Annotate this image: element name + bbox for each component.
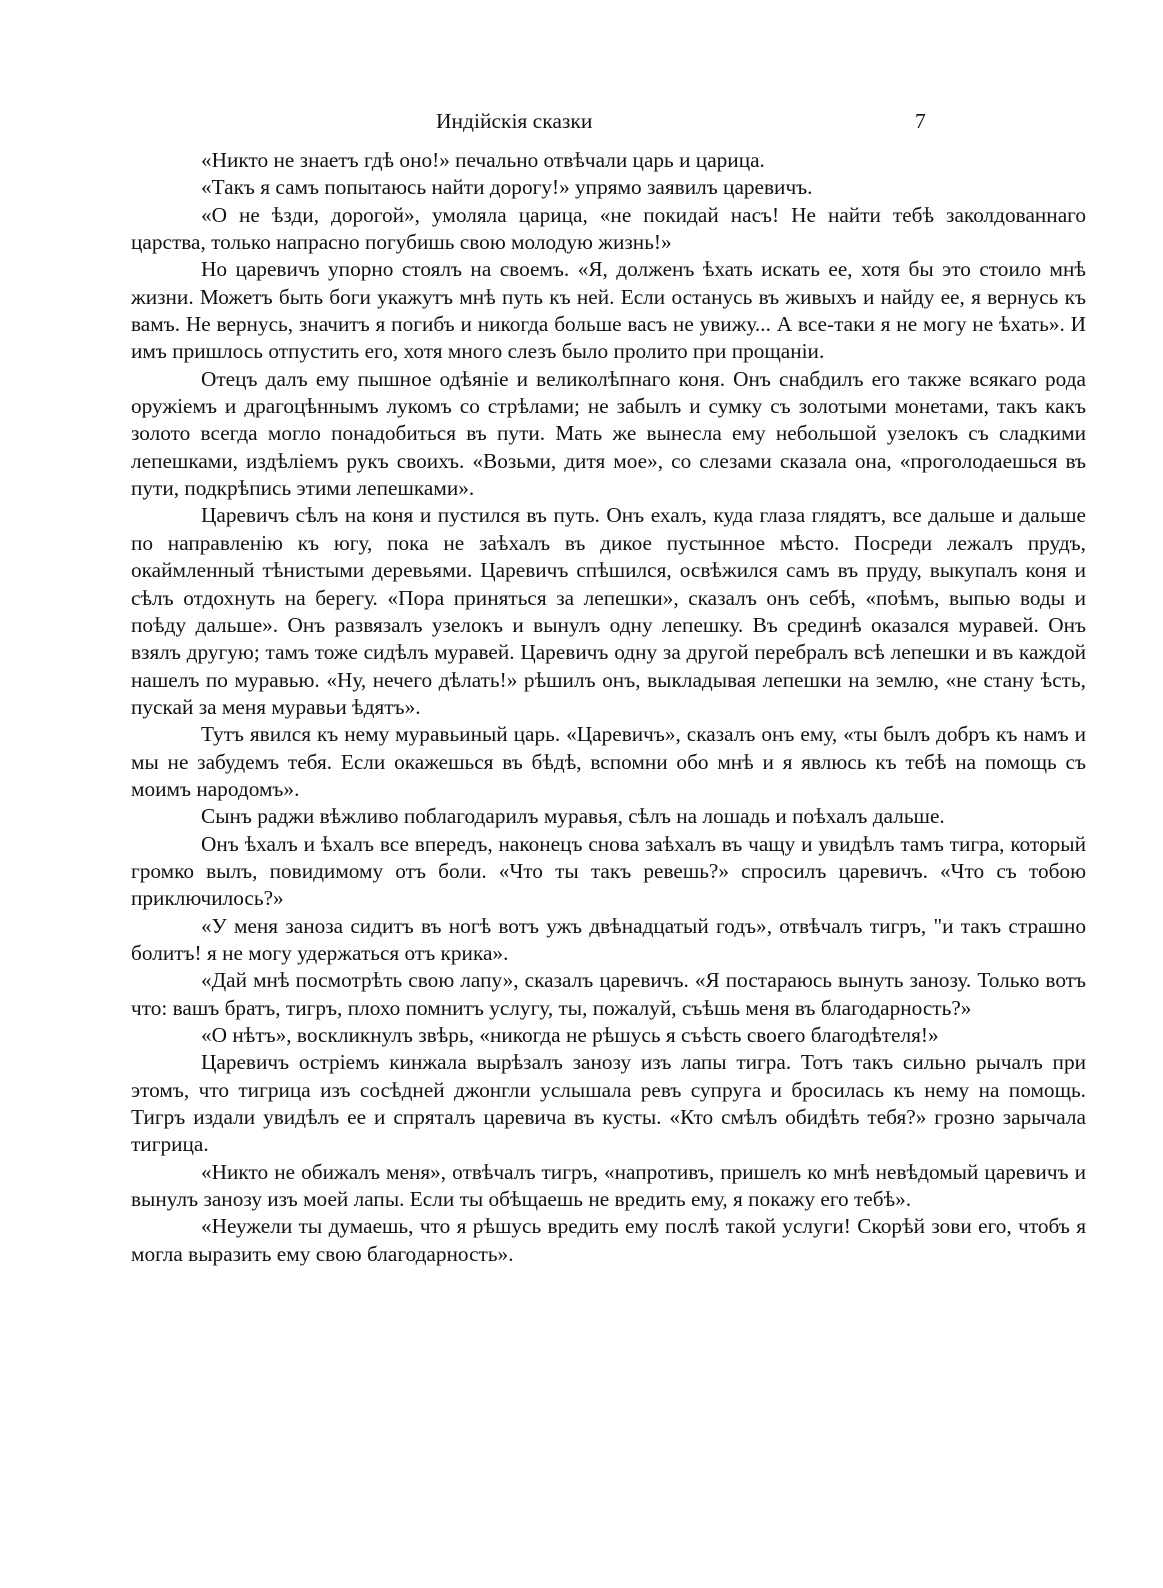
paragraph-5: Отецъ далъ ему пышное одѣяніе и великолѣпнаго коня. Онъ снабдилъ его также всякаго рода оружіемъ и драгоцѣннымъ лукомъ со стрѣлами; не забылъ и сумку съ золотыми монетами, такъ какъ золото всегда могло понадобиться въ пути. Мать же вынесла ему небольшой узелокъ съ сладкими лепешками, издѣліемъ рукъ своихъ. «Возьми, дитя мое», со слезами сказала она, «проголодаешься въ пути, подкрѣпись этими лепешками». <box>131 366 1086 501</box>
paragraph-6: Царевичъ сѣлъ на коня и пустился въ путь. Онъ ехалъ, куда глаза глядятъ, все дальше и дальше по направленію къ югу, пока не заѣхалъ въ дикое пустынное мѣсто. Посреди лежалъ прудъ, окаймленный тѣнистыми деревьями. Царевичъ спѣшился, освѣжился самъ въ пруду, выкупалъ коня и сѣлъ отдохнуть на берегу. «Пора приняться за лепешки», сказалъ онъ себѣ, «поѣмъ, выпью воды и поѣду дальше». Онъ развязалъ узелокъ и вынулъ одну лепешку. Въ срединѣ оказался муравей. Онъ взялъ другую; тамъ тоже сидѣлъ муравей. Царевичъ одну за другой перебралъ всѣ лепешки и въ каждой нашелъ по муравью. «Ну, нечего дѣлать!» рѣшилъ онъ, выкладывая лепешки на землю, «не стану ѣсть, пускай за меня муравьи ѣдятъ». <box>131 503 1086 719</box>
paragraph-8: Сынъ раджи вѣжливо поблагодарилъ муравья, сѣлъ на лошадь и поѣхалъ дальше. <box>201 804 945 829</box>
page-number: 7 <box>915 109 926 133</box>
paragraph-3: «О не ѣзди, дорогой», умоляла царица, «не покидай насъ! Не найти тебѣ заколдованнаго царства, только напрасно погубишь свою молодую жизнь!» <box>131 202 1086 255</box>
paragraph-15: «Неужели ты думаешь, что я рѣшусь вредить ему послѣ такой услуги! Скорѣй зови его, чтобъ я могла выразить ему свою благодарность». <box>131 1214 1086 1266</box>
paragraph-7: Тутъ явился къ нему муравьиный царь. «Царевичъ», сказалъ онъ ему, «ты былъ добръ къ намъ и мы не забудемъ тебя. Если окажешься въ бѣдѣ, вспомни обо мнѣ и я явлюсь къ тебѣ на помощь съ моимъ народомъ». <box>131 722 1086 801</box>
paragraph-14: «Никто не обижалъ меня», отвѣчалъ тигръ, «напротивъ, пришелъ ко мнѣ невѣдомый царевичъ и вынулъ занозу изъ моей лапы. Если ты обѣщаешь не вредить ему, я покажу его тебѣ». <box>131 1159 1086 1212</box>
paragraph-1: «Никто не знаетъ гдѣ оно!» печально отвѣчали царь и царица. <box>201 148 765 172</box>
paragraph-9: Онъ ѣхалъ и ѣхалъ все впередъ, наконецъ снова заѣхалъ въ чащу и увидѣлъ тамъ тигра, который громко вылъ, повидимому отъ боли. «Что ты такъ ревешь?» спросилъ царевичъ. «Что съ тобою приключилось?» <box>131 831 1086 911</box>
body-text <box>131 147 1086 1268</box>
paragraph-10: «У меня заноза сидитъ въ ногѣ вотъ ужъ двѣнадцатый годъ», отвѣчалъ тигръ, "и такъ страшно болитъ! я не могу удержаться отъ крика». <box>131 913 1086 965</box>
paragraph-2: «Такъ я самъ попытаюсь найти дорогу!» упрямо заявилъ царевичъ. <box>201 175 813 200</box>
running-title: Индійскія сказки <box>436 109 593 133</box>
running-header <box>131 106 1086 136</box>
paragraph-4: Но царевичъ упорно стоялъ на своемъ. «Я, долженъ ѣхать искать ее, хотя бы это стоило мнѣ жизни. Можетъ быть боги укажутъ мнѣ путь къ ней. Если останусь въ живыхъ и найду ее, я вернусь къ вамъ. Не вернусь, значитъ я погибъ и никогда больше васъ не увижу... А все-таки я не могу не ѣхать». И имъ пришлось отпустить его, хотя много слезъ было пролито при прощаніи. <box>131 257 1086 364</box>
paragraph-13: Царевичъ остріемъ кинжала вырѣзалъ занозу изъ лапы тигра. Тотъ такъ сильно рычалъ при этомъ, что тигрица изъ сосѣдней джонгли услышала ревъ супруга и бросилась къ нему на помощь. Тигръ издали увидѣлъ ее и спряталъ царевича въ кусты. «Кто смѣлъ обидѣть тебя?» грозно зарычала тигрица. <box>131 1050 1086 1157</box>
paragraph-12: «О нѣтъ», воскликнулъ звѣрь, «никогда не рѣшусь я съѣсть своего благодѣтеля!» <box>201 1023 939 1047</box>
paragraph-11: «Дай мнѣ посмотрѣть свою лапу», сказалъ царевичъ. «Я постараюсь вынуть занозу. Только вотъ что: вашъ братъ, тигръ, плохо помнитъ услугу, ты, пожалуй, съѣшь меня въ благодарность?» <box>131 968 1086 1020</box>
